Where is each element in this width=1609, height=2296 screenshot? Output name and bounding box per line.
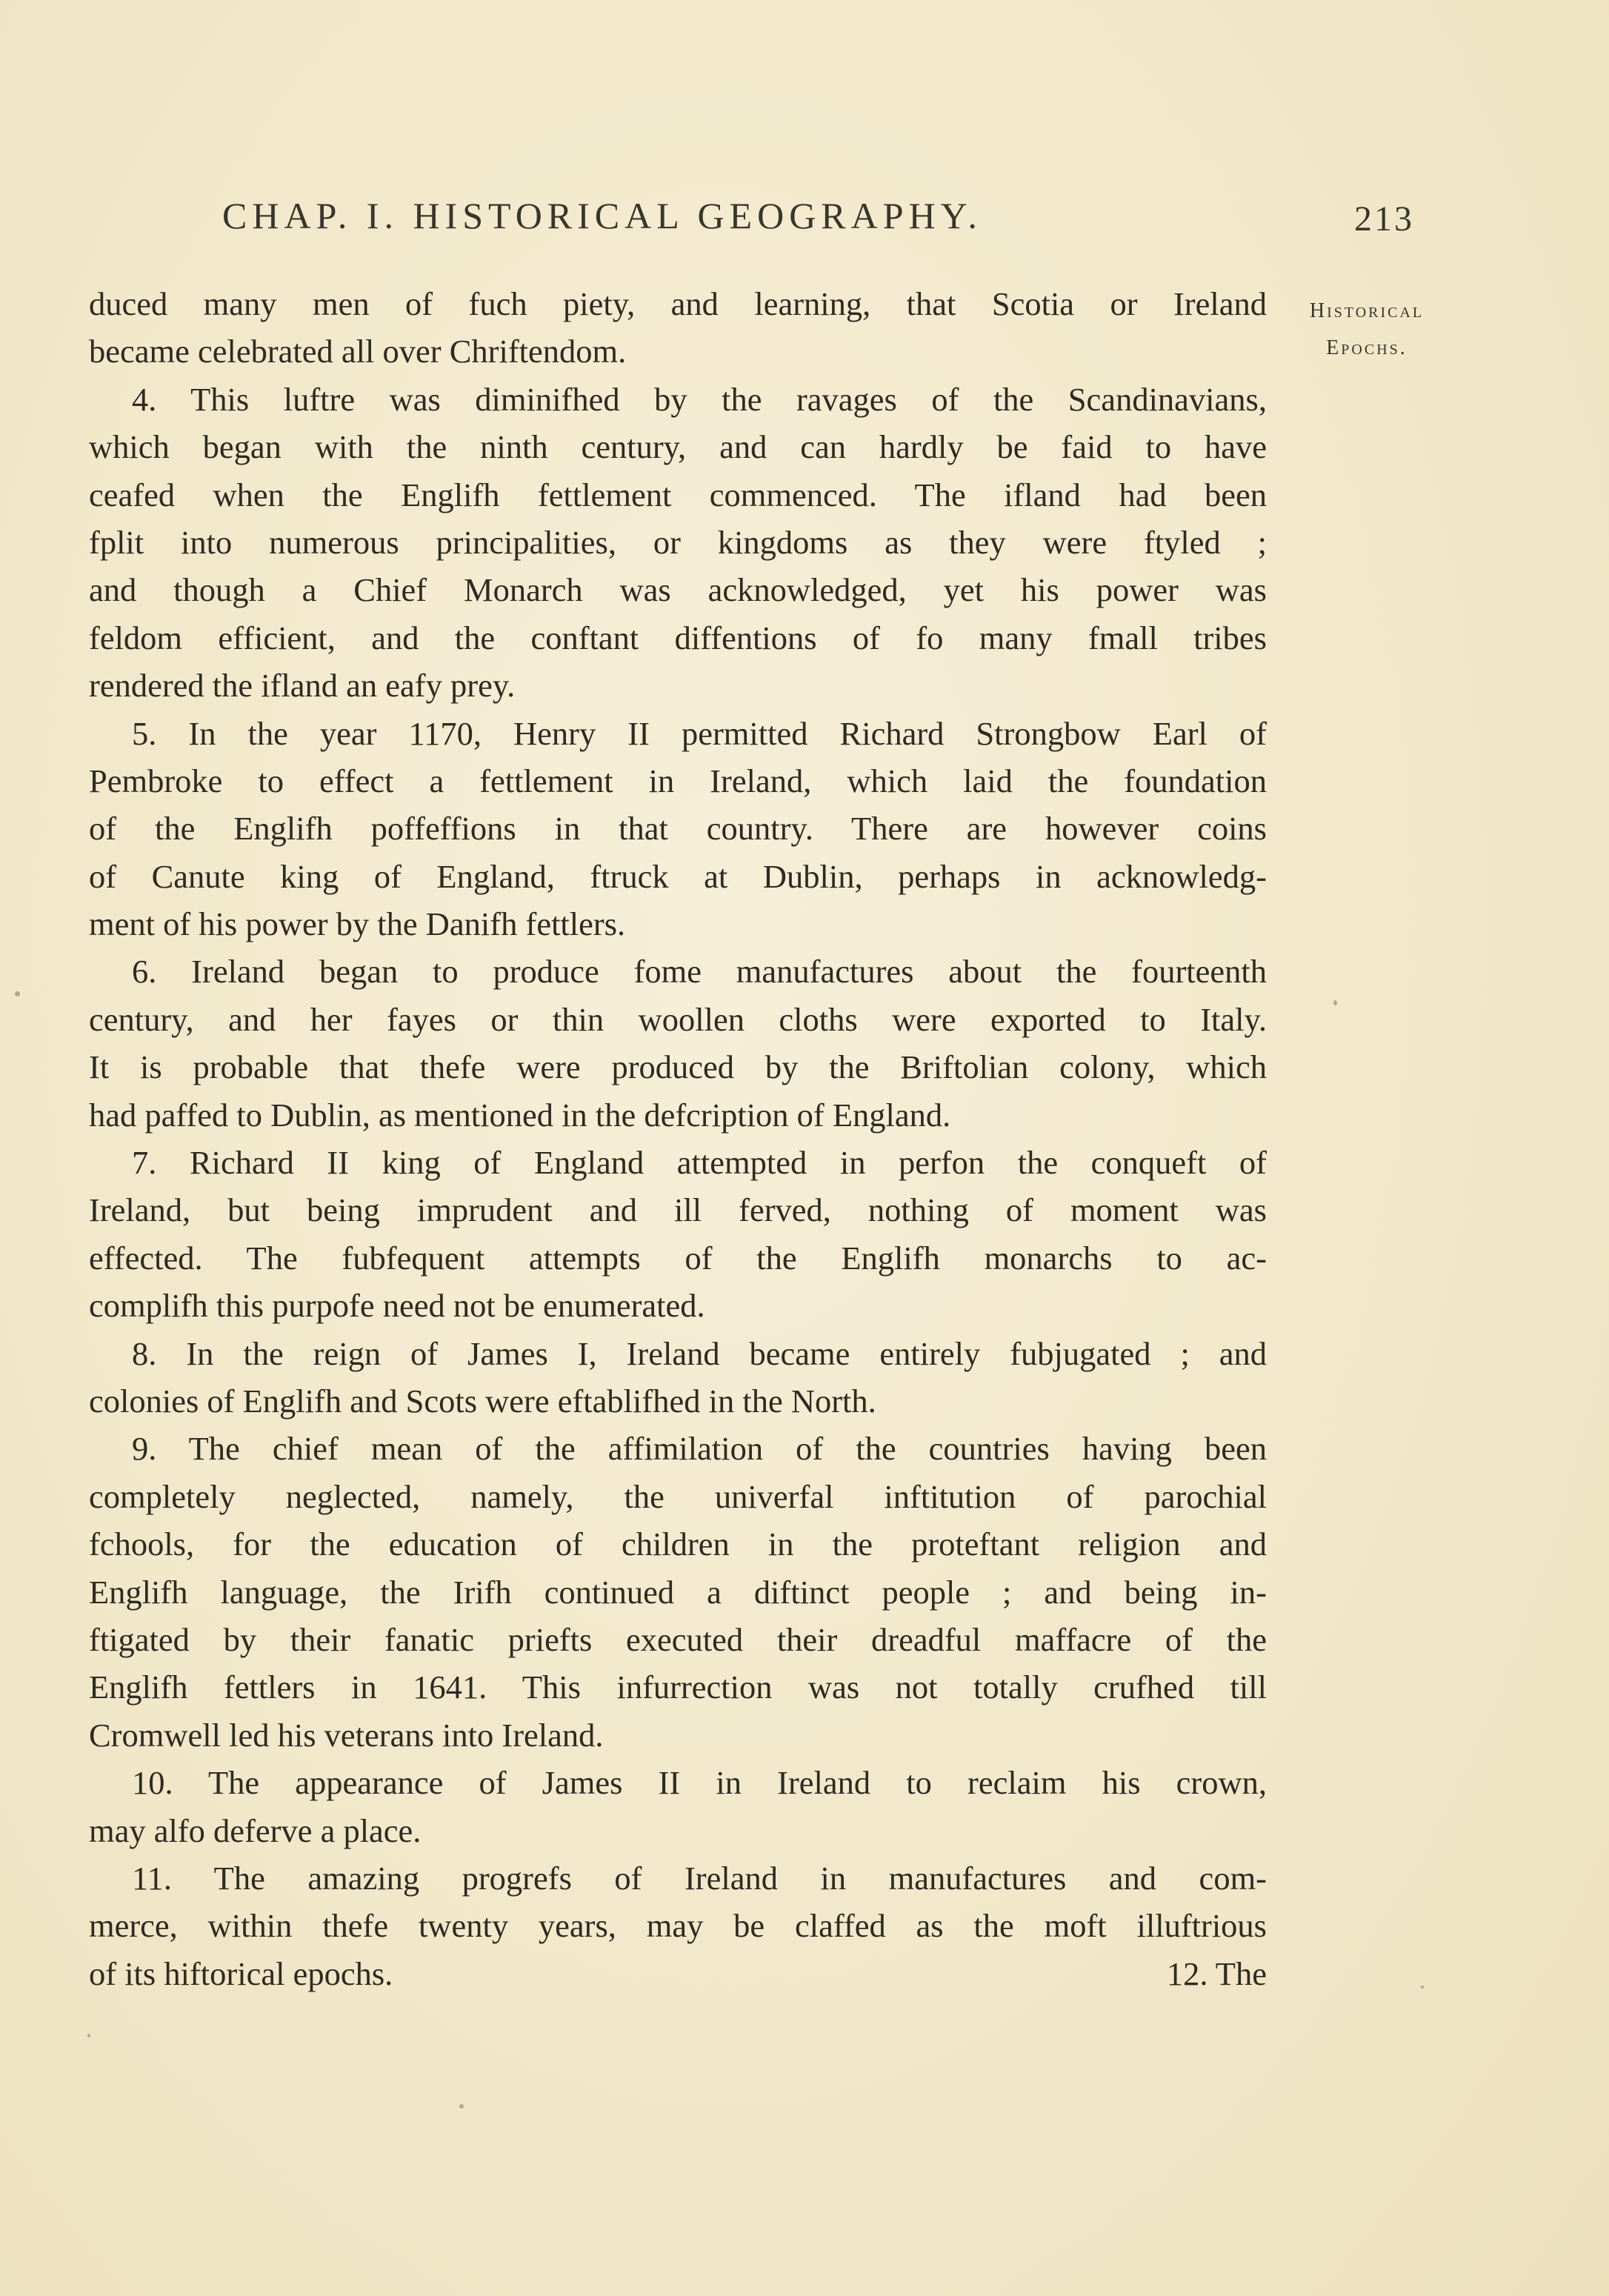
text-line: effected. The fubfequent attempts of the Englifh monarchs to ac- <box>89 1239 1267 1277</box>
body-text <box>89 280 1267 1997</box>
text-line: Englifh language, the Irifh continued a diftinct people ; and being in- <box>89 1573 1267 1611</box>
text-line: rendered the ifland an eafy prey. <box>89 667 516 705</box>
paper-speck <box>459 2104 464 2109</box>
text-line: ment of his power by the Danifh fettlers. <box>89 905 626 943</box>
text-line: century, and her fayes or thin woollen cloths were exported to Italy. <box>89 1000 1267 1038</box>
text-line: fchools, for the education of children in the proteftant religion and <box>89 1525 1267 1563</box>
paper-speck <box>15 991 20 996</box>
text-line: Englifh fettlers in 1641. This infurrection was not totally crufhed till <box>89 1668 1267 1706</box>
running-head <box>0 194 1609 253</box>
text-line: 7. Richard II king of England attempted in perfon the conqueft of <box>132 1144 1267 1182</box>
text-line: had paffed to Dublin, as mentioned in the defcription of England. <box>89 1096 951 1134</box>
text-line: 8. In the reign of James I, Ireland became entirely fubjugated ; and <box>132 1334 1267 1372</box>
text-line: and though a Chief Monarch was acknowledged, yet his power was <box>89 571 1267 609</box>
text-line: of Canute king of England, ftruck at Dublin, perhaps in acknowledg- <box>89 857 1267 895</box>
text-line: 10. The appearance of James II in Ireland to reclaim his crown, <box>132 1764 1267 1802</box>
text-line: Cromwell led his veterans into Ireland. <box>89 1716 604 1754</box>
text-line: which began with the ninth century, and can hardly be faid to have <box>89 428 1267 466</box>
text-line-last <box>89 1950 1267 1997</box>
margin-note-line-2: Epochs. <box>1326 336 1408 359</box>
text-line: Ireland, but being imprudent and ill ferved, nothing of moment was <box>89 1191 1267 1229</box>
margin-note-line-1: Historical <box>1309 299 1425 322</box>
text-line: colonies of Englifh and Scots were eftablifhed in the North. <box>89 1382 876 1420</box>
text-line: became celebrated all over Chriftendom. <box>89 333 627 370</box>
catchword: 12. The <box>1166 1954 1267 1992</box>
text-line: completely neglected, namely, the univerfal inftitution of parochial <box>89 1477 1267 1515</box>
final-line-text: of its hiftorical epochs. <box>89 1954 393 1992</box>
text-line: 4. This luftre was diminifhed by the ravages of the Scandinavians, <box>132 380 1267 418</box>
margin-note <box>1282 293 1452 367</box>
text-line: fplit into numerous principalities, or kingdoms as they were ftyled ; <box>89 523 1267 561</box>
text-line: 9. The chief mean of the affimilation of the countries having been <box>132 1430 1267 1468</box>
text-line: may alfo deferve a place. <box>89 1811 422 1849</box>
paper-speck <box>1333 1000 1337 1005</box>
paper-speck <box>1421 1986 1424 1989</box>
chapter-title: CHAP. I. HISTORICAL GEOGRAPHY. <box>222 195 982 236</box>
text-line: 6. Ireland began to produce fome manufactures about the fourteenth <box>132 953 1267 991</box>
text-line: ftigated by their fanatic priefts executed their dreadful maffacre of the <box>89 1620 1267 1658</box>
text-line: duced many men of fuch piety, and learning, that Scotia or Ireland <box>89 285 1267 322</box>
text-line: ceafed when the Englifh fettlement commenced. The ifland had been <box>89 476 1267 513</box>
text-line: feldom efficient, and the conftant diffentions of fo many fmall tribes <box>89 619 1267 656</box>
paper-speck <box>87 2034 90 2037</box>
text-line: Pembroke to effect a fettlement in Ireland, which laid the foundation <box>89 762 1267 799</box>
text-line: 5. In the year 1170, Henry II permitted Richard Strongbow Earl of <box>132 714 1267 752</box>
page-number: 213 <box>1354 199 1414 239</box>
text-line: complifh this purpofe need not be enumerated. <box>89 1287 705 1325</box>
text-line: 11. The amazing progrefs of Ireland in manufactures and com- <box>132 1859 1267 1897</box>
text-line: of the Englifh poffeffions in that country. There are however coins <box>89 810 1267 848</box>
text-line: It is probable that thefe were produced by the Briftolian colony, which <box>89 1048 1267 1086</box>
text-line: merce, within thefe twenty years, may be claffed as the moft illuftrious <box>89 1907 1267 1945</box>
